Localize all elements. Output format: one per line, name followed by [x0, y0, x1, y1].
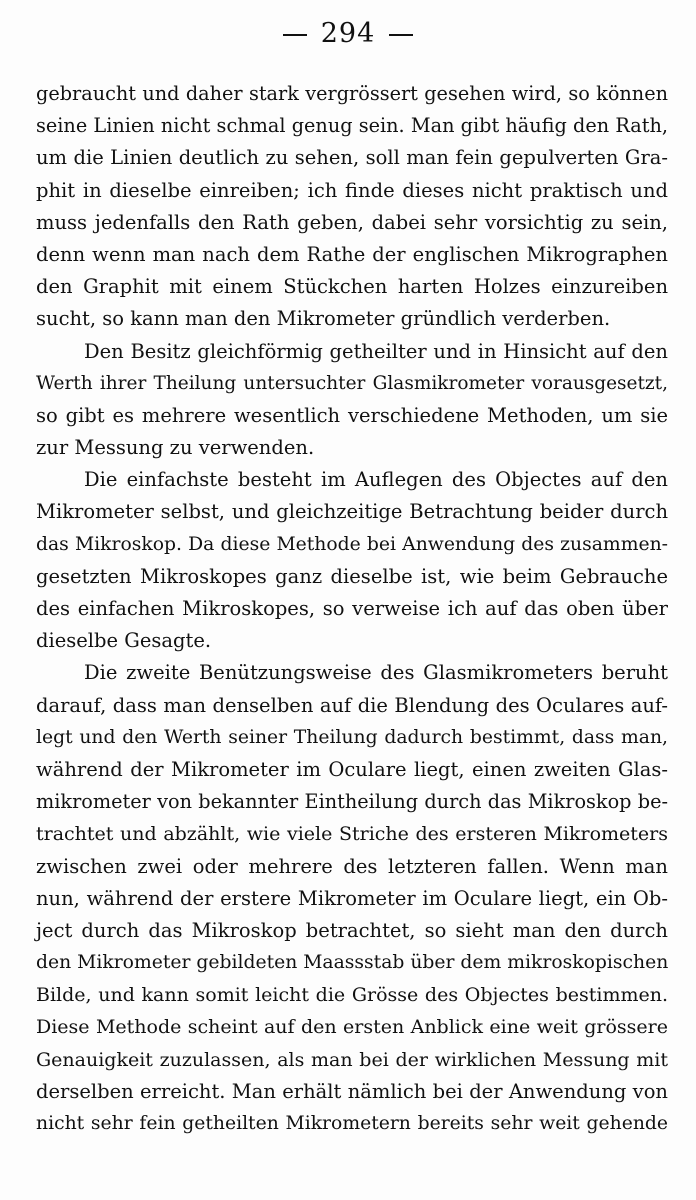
text-line: phit in dieselbe einreiben; ich finde dieses nicht praktisch und [36, 178, 668, 202]
header-dash-right [389, 34, 413, 36]
text-line: um die Linien deutlich zu sehen, soll man fein gepulverten Gra- [36, 146, 668, 170]
text-line: dieselbe Gesagte. [36, 629, 212, 653]
text-line: den Mikrometer gebildeten Maassstab über dem mikroskopischen [36, 952, 669, 974]
text-line: derselben erreicht. Man erhält nämlich bei der Anwendung von [36, 1079, 668, 1103]
page-number: 294 [320, 18, 376, 49]
header-dash-left [283, 34, 307, 36]
text-line: gebraucht und daher stark vergrössert gesehen wird, so können [36, 82, 668, 105]
text-line: muss jedenfalls den Rath geben, dabei sehr vorsichtig zu sein, [36, 210, 668, 234]
text-line: gesetzten Mikroskopes ganz dieselbe ist, wie beim Gebrauche [36, 564, 668, 588]
text-line: den Graphit mit einem Stückchen harten Holzes einzureiben [36, 275, 668, 299]
text-line: das Mikroskop. Da diese Methode bei Anwendung des zusammen- [36, 533, 668, 555]
text-line: während der Mikrometer im Oculare liegt, einen zweiten Glas- [36, 757, 668, 781]
page-header [0, 14, 696, 54]
text-line: Die zweite Benützungsweise des Glasmikrometers beruht [84, 661, 668, 685]
text-line: nun, während der erstere Mikrometer im Oculare liegt, ein Ob- [36, 886, 668, 910]
text-line: zur Messung zu verwenden. [36, 436, 315, 460]
text-line: seine Linien nicht schmal genug sein. Man gibt häufig den Rath, [36, 114, 668, 138]
text-line: Die einfachste besteht im Auflegen des Objectes auf den [84, 468, 668, 492]
text-line: Mikrometer selbst, und gleichzeitige Betrachtung beider durch [36, 500, 668, 524]
text-line: Diese Methode scheint auf den ersten Anblick eine weit grössere [36, 1016, 668, 1039]
body-text [36, 78, 668, 1140]
text-line: mikrometer von bekannter Eintheilung durch das Mikroskop be- [36, 790, 668, 814]
text-line: darauf, dass man denselben auf die Blendung des Oculares auf- [36, 693, 668, 717]
text-line: Den Besitz gleichförmig getheilter und in Hinsicht auf den [84, 339, 668, 363]
text-line: so gibt es mehrere wesentlich verschiedene Methoden, um sie [36, 403, 668, 427]
text-line: Genauigkeit zuzulassen, als man bei der wirklichen Messung mit [36, 1048, 668, 1071]
text-line: denn wenn man nach dem Rathe der englischen Mikrographen [36, 242, 668, 266]
text-line: legt und den Werth seiner Theilung dadurch bestimmt, dass man, [36, 726, 668, 748]
text-line: sucht, so kann man den Mikrometer gründlich verderben. [36, 307, 611, 331]
text-line: des einfachen Mikroskopes, so verweise ich auf das oben über [36, 597, 668, 620]
text-line: Bilde, und kann somit leicht die Grösse des Objectes bestimmen. [36, 984, 668, 1007]
text-line: zwischen zwei oder mehrere des letzteren fallen. Wenn man [36, 854, 668, 878]
text-line: trachtet und abzählt, wie viele Striche des ersteren Mikrometers [36, 823, 668, 846]
text-line: Werth ihrer Theilung untersuchter Glasmikrometer vorausgesetzt, [36, 372, 668, 394]
text-line: nicht sehr fein getheilten Mikrometern bereits sehr weit gehende [36, 1113, 668, 1134]
text-line: ject durch das Mikroskop betrachtet, so sieht man den durch [36, 918, 668, 942]
